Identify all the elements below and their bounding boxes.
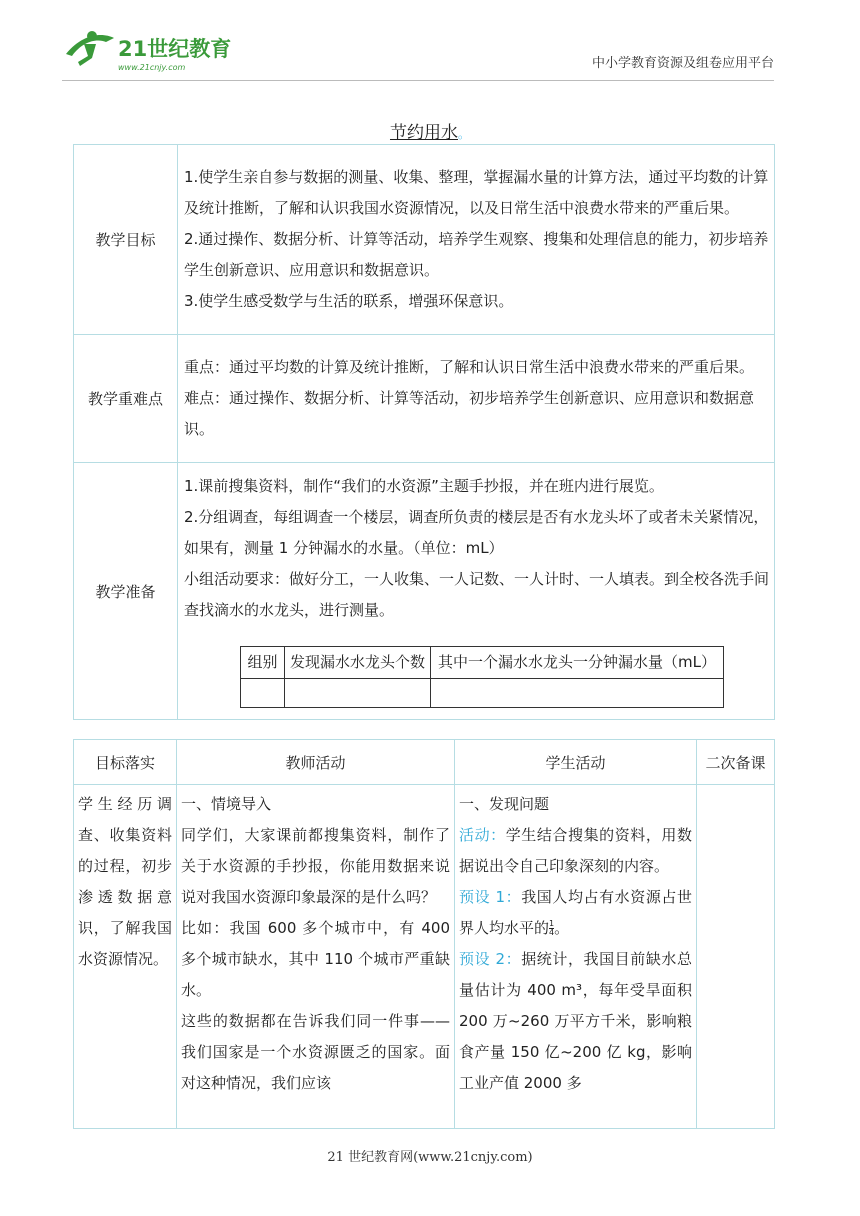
key-points-row: [74, 335, 775, 463]
goals-content: [178, 145, 775, 335]
activity-label: 活动：: [459, 826, 506, 844]
platform-name: 中小学教育资源及组卷应用平台: [591, 56, 774, 71]
survey-col-group: 组别: [241, 646, 285, 678]
key-points-content: [178, 335, 775, 463]
key-points-label: 教学重难点: [74, 335, 178, 463]
header-divider: [62, 80, 774, 81]
page-header: [0, 0, 860, 90]
prep-3: 小组活动要求：做好分工，一人收集、一人记数、一人计时、一人填表。到全校各洗手间查找滴水的水龙头，进行测量。: [184, 569, 770, 619]
teacher-heading: 一、情境导入: [181, 795, 272, 813]
activity-header-row: [74, 740, 775, 785]
fraction-numerator: 1: [549, 919, 555, 928]
goal-1: 1.使学生亲自参与数据的测量、收集、整理，掌握漏水量的计算方法，通过平均数的计算及统计推断，了解和认识我国水资源情况，以及日常生活中浪费水带来的严重后果。: [184, 168, 769, 217]
page-footer: 21 世纪教育网(www.21cnjy.com): [327, 1150, 533, 1165]
title-mark: 。: [457, 127, 470, 141]
preset-1-text: 我国人均占有水资源占世界人均水平的: [459, 888, 692, 937]
logo-url: www.21cnjy.com: [118, 63, 186, 72]
second-prep-cell: [697, 785, 775, 1129]
logo-icon: [62, 24, 242, 76]
title-text: 节约用水: [389, 123, 458, 143]
survey-col-count: 发现漏水水龙头个数: [285, 646, 431, 678]
student-heading: 一、发现问题: [459, 795, 550, 813]
survey-cell: [431, 678, 724, 707]
prep-1: 1.课前搜集资料，制作“我们的水资源”主题手抄报，并在班内进行展览。: [184, 476, 664, 495]
teacher-para-3: 这些的数据都在告诉我们同一件事——我们国家是一个水资源匮乏的国家。面对这种情况，我们应该: [181, 1012, 450, 1092]
goals-row: [74, 145, 775, 335]
preset-1-end: 。: [554, 919, 570, 937]
teacher-para-1: 同学们，大家课前都搜集资料，制作了关于水资源的手抄报，你能用数据来说说对我国水资源印象最深的是什么吗？: [181, 826, 450, 906]
student-preset-2: [459, 944, 692, 1099]
survey-cell: [241, 678, 285, 707]
student-preset-1: [459, 882, 692, 944]
key-point: 重点：通过平均数的计算及统计推断，了解和认识日常生活中浪费水带来的严重后果。: [184, 358, 755, 376]
survey-col-leak: 其中一个漏水水龙头一分钟漏水量（mL）: [431, 646, 724, 678]
col-teacher: 教师活动: [177, 740, 455, 785]
goal-3: 3.使学生感受数学与生活的联系，增强环保意识。: [184, 292, 514, 310]
col-second-prep: 二次备课: [697, 740, 775, 785]
preparation-row: [74, 463, 775, 720]
goal-2: 2.通过操作、数据分析、计算等活动，培养学生观察、搜集和处理信息的能力，初步培养学生创新意识、应用意识和数据意识。: [184, 230, 769, 279]
survey-empty-row: [241, 678, 724, 707]
survey-table: [240, 646, 724, 708]
fraction-denominator: 4: [549, 928, 555, 937]
preparation-label: 教学准备: [74, 463, 178, 720]
teacher-cell: [177, 785, 455, 1129]
activity-text: 学生结合搜集的资料，用数据说出令自己印象深刻的内容。: [459, 826, 692, 875]
survey-header-row: [241, 646, 724, 678]
preset-2-label: 预设 2：: [459, 950, 522, 968]
preset-1-label: 预设 1：: [459, 888, 522, 906]
lesson-info-table: [73, 144, 775, 720]
teacher-para-2: 比如：我国 600 多个城市中，有 400 多个城市缺水，其中 110 个城市严重缺水。: [181, 919, 450, 999]
activity-table: [73, 739, 775, 1129]
goals-label: 教学目标: [74, 145, 178, 335]
logo-text: 21世纪教育: [118, 37, 232, 61]
goal-cell: [74, 785, 177, 1129]
prep-2: 2.分组调查，每组调查一个楼层，调查所负责的楼层是否有水龙头坏了或者未关紧情况，如果有，测量 1 分钟漏水的水量。（单位：mL）: [184, 507, 769, 557]
col-student: 学生活动: [455, 740, 697, 785]
preset-2-text: 据统计，我国目前缺水总量估计为 400 m³，每年受旱面积 200 万~260 万平方千米，影响粮食产量 150 亿~200 亿 kg，影响工业产值 2000 多: [459, 950, 692, 1092]
survey-cell: [285, 678, 431, 707]
page-title: [0, 118, 860, 143]
student-cell: [455, 785, 697, 1129]
difficult-point: 难点：通过操作、数据分析、计算等活动，初步培养学生创新意识、应用意识和数据意识。: [184, 389, 755, 438]
activity-body-row: [74, 785, 775, 1129]
preparation-content: [178, 463, 775, 720]
col-goal: 目标落实: [74, 740, 177, 785]
student-activity: [459, 820, 692, 882]
goal-text: 学生经历调查、收集资料的过程，初步渗透数据意识，了解我国水资源情况。: [78, 795, 172, 968]
